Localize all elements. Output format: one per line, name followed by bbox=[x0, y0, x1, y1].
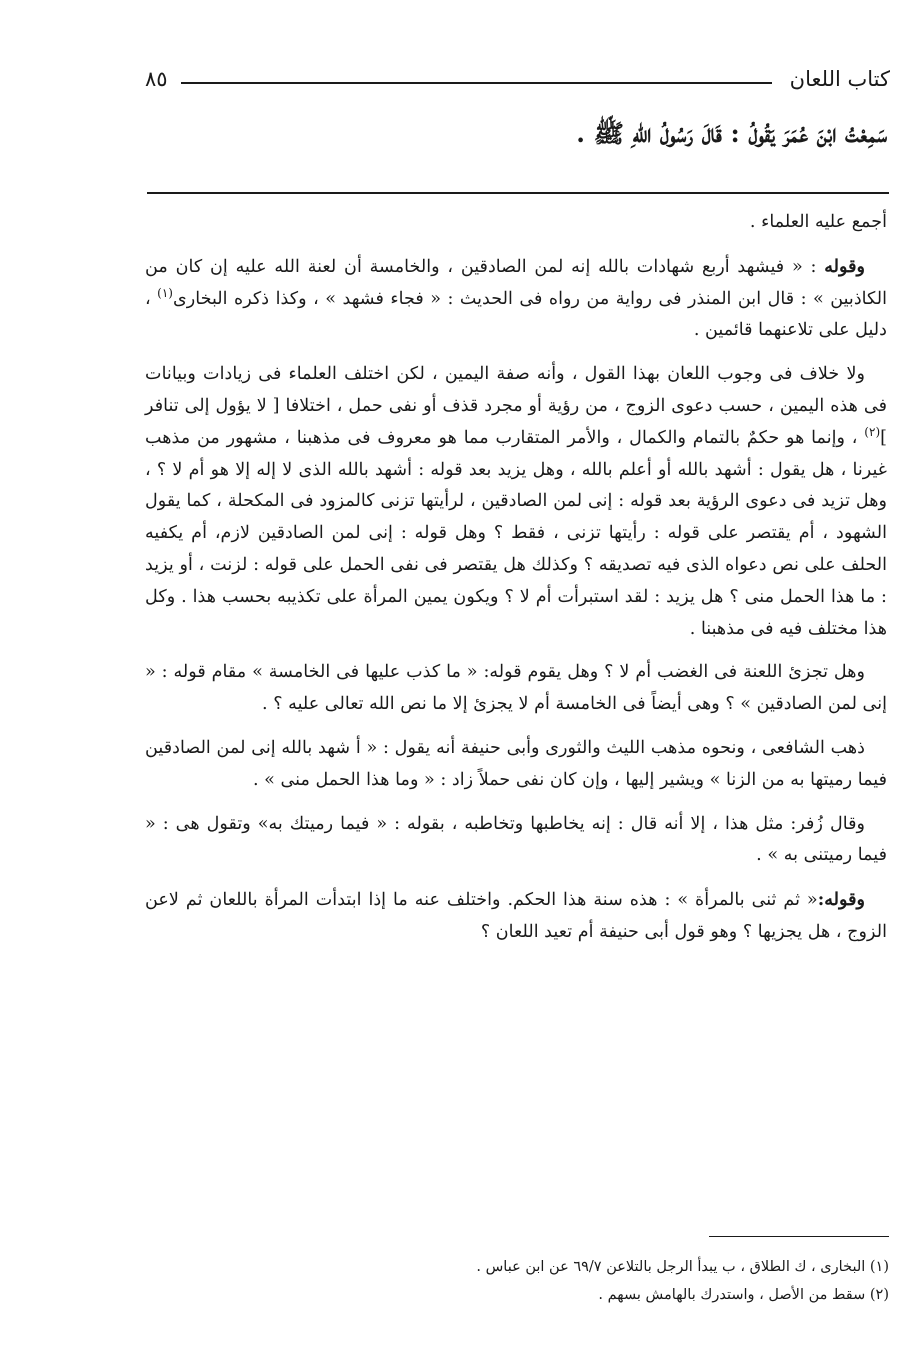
paragraph-2 bbox=[145, 251, 887, 347]
header-rule bbox=[181, 82, 772, 84]
book-title: كتاب اللعان bbox=[789, 67, 890, 91]
footnote-divider bbox=[709, 1236, 889, 1237]
footnote-ref-2: (٢) bbox=[864, 424, 881, 439]
paragraph-2-body-a: : « فيشهد أربع شهادات بالله إنه لمن الصادقين ، والخامسة أن لعنة الله عليه إن كان من الكاذبين » : قال ابن المنذر فى رواية من رواه فى الحديث : « فجاء فشهد » ، وكذا ذكره البخارى bbox=[145, 256, 887, 309]
paragraph-2-lead: وقوله bbox=[824, 255, 865, 277]
page-number: ٨٥ bbox=[145, 67, 168, 91]
paragraph-7-body: « ثم ثنى بالمرأة » : هذه سنة هذا الحكم. واختلف عنه ما إذا ابتدأت المرأة باللعان ثم لاعن الزوج ، هل يجزيها ؟ وهو قول أبى حنيفة أم تعيد اللعان ؟ bbox=[145, 890, 887, 942]
paragraph-3-body-b: ، وإنما هو حكمٌ بالتمام والكمال ، والأمر المتقارب مما هو معروف فى مذهبنا ، مشهور من مذهب غيرنا ، هل يقول : أشهد بالله أو أعلم بالله ، وهل يزيد بعد قوله : أشهد بالله الذى لا إله إلا هو أم لا ؟ ، وهل تزيد فى دعوى الرؤية بعد قوله : إنى لمن الصادقين ، لرأيتها تزنى كالمزود فى المكحلة ، كما يقول الشهود ، أم يقتصر على قوله : رأيتها تزنى ، فقط ؟ وهل قوله : إنى لمن الصادقين لازم، أم يكفيه الحلف على نص دعواه الذى فيه تصديقه ؟ وكذلك هل يقتصر فى نفى الحمل على قوله : لزنت ، أو يزيد : ما هذا الحمل منى ؟ هل يزيد : لقد استبرأت أم لا ؟ ويكون يمين المرأة على تكذيبه بحسب هذا . وكل هذا مختلف فيه فى مذهبنا . bbox=[145, 427, 887, 639]
footnote-ref-1: (١) bbox=[157, 285, 173, 300]
footnote-2: (٢) سقط من الأصل ، واستدرك بالهامش بسهم . bbox=[598, 1287, 889, 1303]
section-divider bbox=[147, 192, 889, 194]
paragraph-7 bbox=[145, 884, 887, 949]
running-header bbox=[145, 60, 890, 100]
paragraph-2-body-b: ، دليل على تلاعنهما قائمين . bbox=[145, 288, 887, 341]
hadith-text: سَمِعْتُ ابْنَ عُمَرَ يَقُولُ : قَالَ رَسُولُ اللهِ ﷺ . bbox=[576, 119, 887, 148]
commentary-body bbox=[145, 207, 887, 961]
footnotes bbox=[145, 1253, 889, 1309]
footnote-1: (١) البخارى ، ك الطلاق ، ب يبدأ الرجل بالتلاعن ٦٩/٧ عن ابن عباس . bbox=[476, 1259, 889, 1275]
paragraph-6: وقال زُفر: مثل هذا ، إلا أنه قال : إنه يخاطبها وتخاطبه ، بقوله : « فيما رميتك به» وتقول هى : « فيما رميتنى به » . bbox=[145, 813, 887, 866]
paragraph-5: ذهب الشافعى ، ونحوه مذهب الليث والثورى وأبى حنيفة أنه يقول : « أ شهد بالله إنى لمن الصادقين فيما رميتها به من الزنا » ويشير إليها ، وإن كان نفى حملاً زاد : « وما هذا الحمل منى » . bbox=[145, 737, 887, 790]
paragraph-7-lead: وقوله: bbox=[817, 889, 865, 911]
paragraph-1: أجمع عليه العلماء . bbox=[749, 212, 887, 232]
paragraph-4: وهل تجزئ اللعنة فى الغضب أم لا ؟ وهل يقوم قوله: « ما كذب عليها فى الخامسة » مقام قوله : « إنى لمن الصادقين » ؟ وهى أيضاً فى الخامسة أم لا يجزئ إلا ما نص الله تعالى عليه ؟ . bbox=[145, 662, 887, 715]
paragraph-3 bbox=[145, 359, 887, 645]
paragraph-3-body-a: ولا خلاف فى وجوب اللعان بهذا القول ، وأنه صفة اليمين ، لكن اختلف العلماء فى زيادات وبيانات فى هذه اليمين ، حسب دعوى الزوج ، من رؤية أو مجرد قذف أو نفى حمل ، اختلافا [ لا يؤول إلى تنافر ] bbox=[145, 364, 887, 448]
